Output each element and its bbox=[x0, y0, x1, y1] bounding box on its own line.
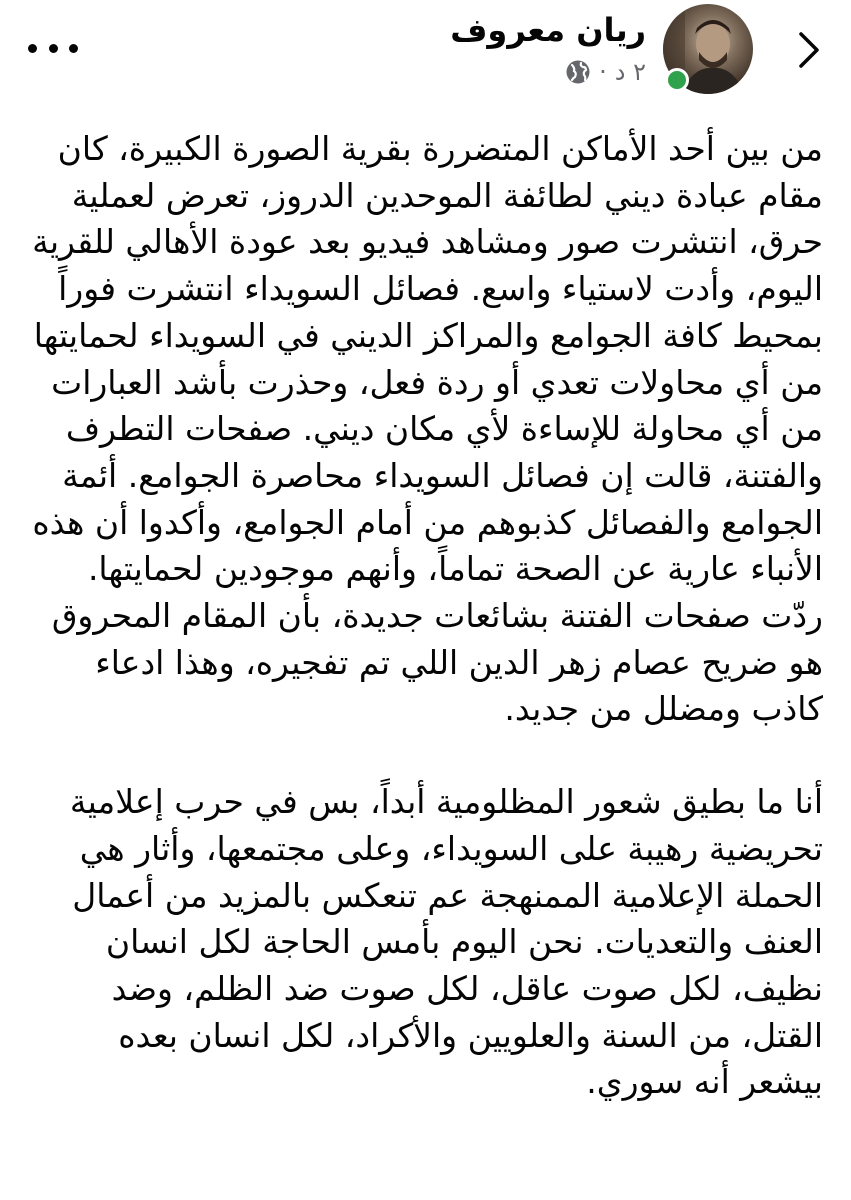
author-name[interactable]: ريان معروف bbox=[450, 11, 646, 49]
post-meta bbox=[565, 56, 646, 88]
post-paragraph: أنا ما بطيق شعور المظلومية أبداً، بس في حرب إعلامية تحريضية رهيبة على السويداء، وعلى مجتمعها، وأثار هي الحملة الإعلامية الممنهجة عم تنعكس بالمزيد من أعمال العنف والتعديات. نحن اليوم بأمس الحاجة لكل انسان نظيف، لكل صوت عاقل، لكل صوت ضد الظلم، وضد القتل، من السنة والعلويين والأكراد، لكل انسان بعده بيشعر أنه سوري. bbox=[69, 782, 823, 1102]
post-paragraph: من بين أحد الأماكن المتضررة بقرية الصورة الكبيرة، كان مقام عبادة ديني لطائفة الموحدين الدروز، تعرض لعملية حرق، انتشرت صور ومشاهد فيديو بعد عودة الأهالي للقرية اليوم، وأدت لاستياء واسع. فصائل السويداء انتشرت فوراً بمحيط كافة الجوامع والمراكز الديني في السويداء لحمايتها من أي محاولات تعدي أو ردة فعل، وحذرت بأشد العبارات من أي محاولة للإساءة لأي مكان ديني. صفحات التطرف والفتنة، قالت إن فصائل السويداء محاصرة الجوامع. أئمة الجوامع والفصائل كذبوهم من أمام الجوامع، وأكدوا أن هذه الأنباء عارية عن الصحة تماماً، وأنهم موجودين لحمايتها. ردّت صفحات الفتنة بشائعات جديدة، بأن المقام المحروق هو ضريح عصام زهر الدين اللي تم تفجيره، وهذا ادعاء كاذب ومضلل من جديد. bbox=[32, 129, 823, 729]
back-button[interactable] bbox=[789, 28, 829, 72]
more-dot-icon bbox=[69, 44, 78, 53]
post-time[interactable]: ٢ د bbox=[614, 58, 646, 86]
chevron-right-icon bbox=[797, 30, 821, 70]
author-avatar[interactable] bbox=[663, 4, 753, 94]
online-status-indicator bbox=[665, 68, 689, 92]
more-dot-icon bbox=[28, 44, 37, 53]
post-text bbox=[28, 126, 823, 1106]
meta-separator: · bbox=[599, 58, 607, 86]
more-options-button[interactable] bbox=[28, 36, 78, 60]
paragraph-spacer bbox=[28, 733, 823, 779]
post-header bbox=[0, 0, 851, 110]
more-dot-icon bbox=[49, 44, 58, 53]
globe-icon[interactable] bbox=[565, 59, 591, 85]
